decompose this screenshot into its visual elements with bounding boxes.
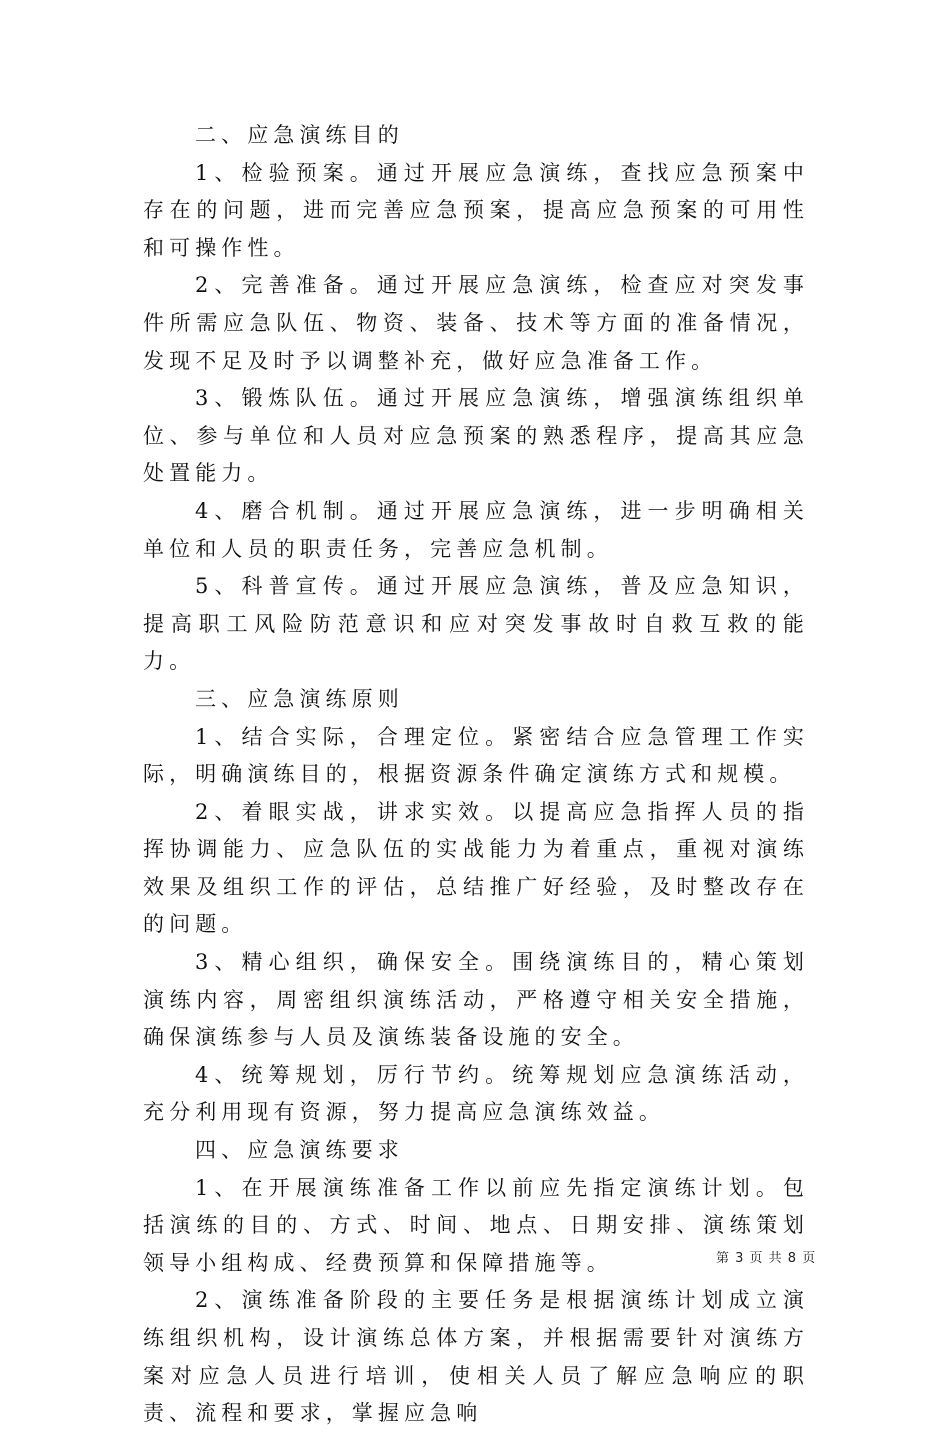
- section-heading-purpose: 二、应急演练目的: [195, 123, 404, 147]
- section-heading-principles: 三、应急演练原则: [195, 686, 404, 711]
- paragraph-requirement-1: 1、在开展演练准备工作以前应先指定演练计划。包括演练的目的、方式、时间、地点、日期安排、演练策划领导小组构成、经费预算和保障措施等。: [143, 1175, 809, 1275]
- paragraph-purpose-4: 4、磨合机制。通过开展应急演练，进一步明确相关单位和人员的职责任务，完善应急机制。: [143, 498, 809, 561]
- paragraph-principle-2: 2、着眼实战，讲求实效。以提高应急指挥人员的指挥协调能力、应急队伍的实战能力为着重点，重视对演练效果及组织工作的评估，总结推广好经验，及时整改存在的问题。: [143, 799, 809, 937]
- paragraph-purpose-2: 2、完善准备。通过开展应急演练，检查应对突发事件所需应急队伍、物资、装备、技术等方面的准备情况，发现不足及时予以调整补充，做好应急准备工作。: [143, 273, 809, 373]
- paragraph-principle-4: 4、统筹规划，厉行节约。统筹规划应急演练活动，充分利用现有资源，努力提高应急演练效益。: [143, 1062, 809, 1125]
- paragraph-purpose-3: 3、锻炼队伍。通过开展应急演练，增强演练组织单位、参与单位和人员对应急预案的熟悉程序，提高其应急处置能力。: [143, 386, 809, 486]
- paragraph-principle-1: 1、结合实际，合理定位。紧密结合应急管理工作实际，明确演练目的，根据资源条件确定演练方式和规模。: [143, 724, 809, 787]
- paragraph-requirement-2: 2、演练准备阶段的主要任务是根据演练计划成立演练组织机构，设计演练总体方案，并根据需要针对演练方案对应急人员进行培训，使相关人员了解应急响应的职责、流程和要求，掌握应急响: [143, 1288, 809, 1426]
- section-heading-requirements: 四、应急演练要求: [195, 1138, 404, 1163]
- document-page: [143, 117, 809, 1433]
- page-number-footer: 第 3 页 共 8 页: [716, 1251, 817, 1266]
- paragraph-purpose-1: 1、检验预案。通过开展应急演练，查找应急预案中存在的问题，进而完善应急预案，提高应急预案的可用性和可操作性。: [143, 160, 809, 260]
- paragraph-purpose-5: 5、科普宣传。通过开展应急演练，普及应急知识，提高职工风险防范意识和应对突发事故时自救互救的能力。: [143, 574, 809, 674]
- paragraph-principle-3: 3、精心组织，确保安全。围绕演练目的，精心策划演练内容，周密组织演练活动，严格遵守相关安全措施，确保演练参与人员及演练装备设施的安全。: [143, 950, 809, 1050]
